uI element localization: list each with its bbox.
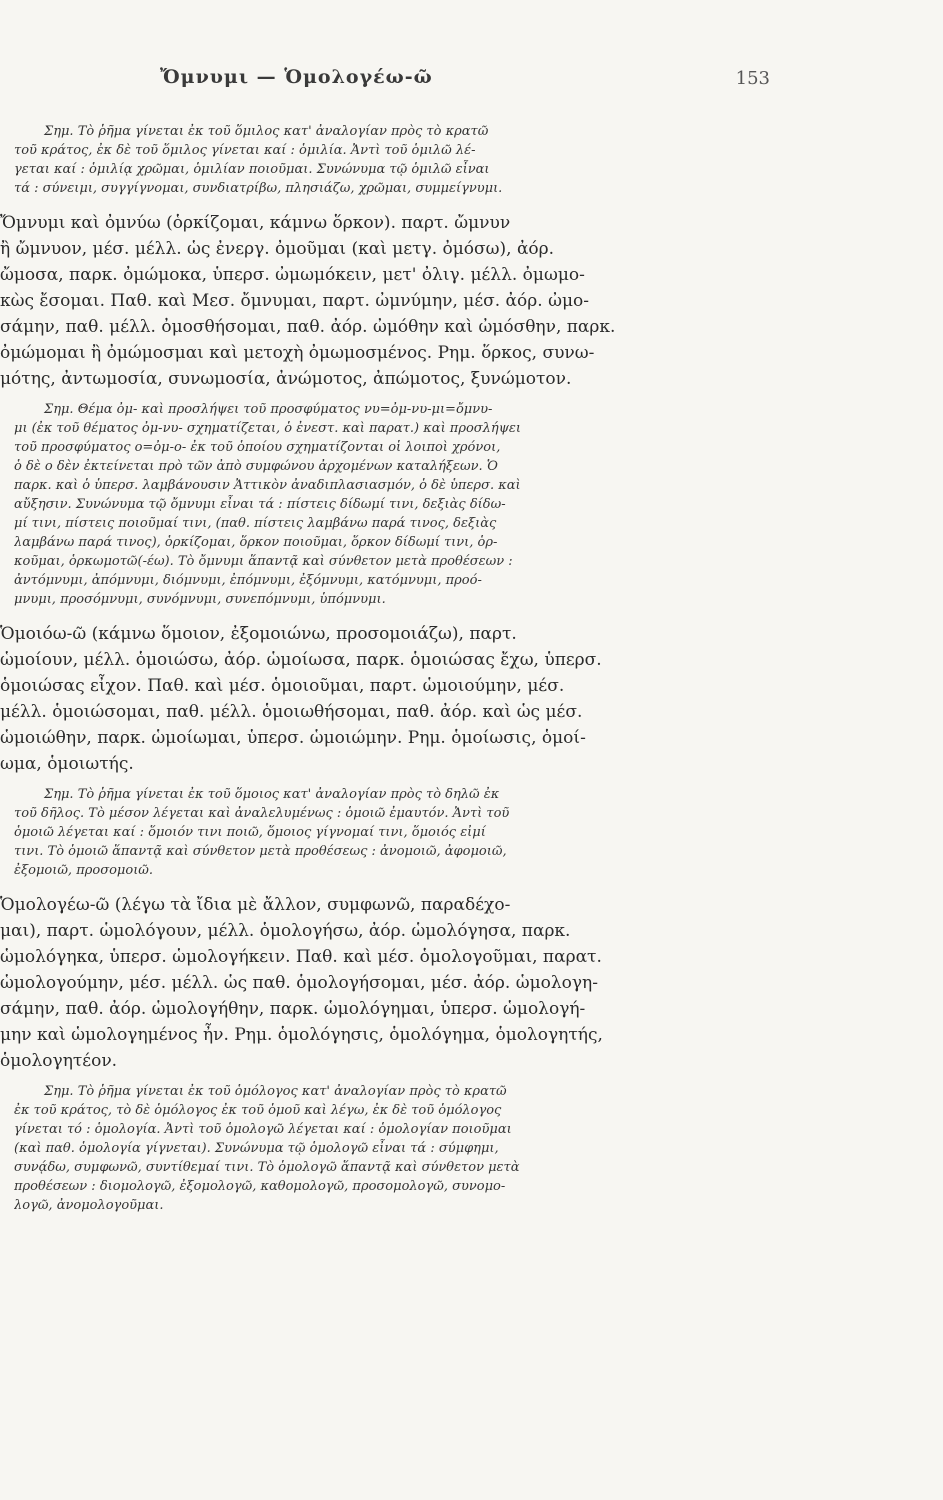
note-line: Σημ. Θέμα ὀμ- καὶ προσλήψει τοῦ προσφύματος νυ=ὀμ-νυ-μι=ὄμνυ-: [44, 402, 493, 417]
note-line: λαμβάνω παρά τινος), ὁρκίζομαι, ὅρκον ποιοῦμαι, ὅρκον δίδωμί τινι, ὁρ-: [14, 535, 498, 550]
note-line: γίνεται τό : ὁμολογία. Ἀντὶ τοῦ ὁμολογῶ λέγεται καί : ὁμολογίαν ποιοῦμαι: [14, 1122, 512, 1137]
entry-line: ωμα, ὁμοιωτής.: [0, 754, 134, 774]
page-header: [160, 66, 770, 102]
note-line: μι (ἐκ τοῦ θέματος ὀμ-νυ- σχηματίζεται, ὁ ἐνεστ. καὶ παρατ.) καὶ προσλήψει: [14, 421, 521, 436]
note-line: συνᾴδω, συμφωνῶ, συντίθεμαί τινι. Τὸ ὁμολογῶ ἅπαντᾷ καὶ σύνθετον μετὰ: [14, 1160, 520, 1175]
note-line: αὔξησιν. Συνώνυμα τῷ ὄμνυμι εἶναι τά : πίστεις δίδωμί τινι, δεξιὰς δίδω-: [14, 497, 506, 512]
note-line: Σημ. Τὸ ῥῆμα γίνεται ἐκ τοῦ ὅμοιος κατ' ἀναλογίαν πρὸς τὸ δηλῶ ἐκ: [44, 787, 500, 802]
entry-line: ὡμολόγηκα, ὑπερσ. ὡμολογήκειν. Παθ. καὶ μέσ. ὁμολογοῦμαι, παρατ.: [0, 947, 602, 967]
note-line: ὁ δὲ ο δὲν ἐκτείνεται πρὸ τῶν ἀπὸ συμφώνου ἀρχομένων καταλήξεων. Ὁ: [14, 459, 498, 474]
note-line: τοῦ κράτος, ἐκ δὲ τοῦ ὅμιλος γίνεται καί : ὁμιλία. Ἀντὶ τοῦ ὁμιλῶ λέ-: [14, 143, 476, 158]
entry-note: [0, 122, 780, 198]
note-line: τοῦ προσφύματος ο=ὀμ-ο- ἐκ τοῦ ὁποίου σχηματίζονται οἱ λοιποὶ χρόνοι,: [14, 440, 501, 455]
page-body: [0, 118, 780, 1225]
entry-note: [0, 400, 780, 609]
note-line: ἀντόμνυμι, ἀπόμνυμι, διόμνυμι, ἐπόμνυμι, ἐξόμνυμι, κατόμνυμι, προό-: [14, 573, 482, 588]
dictionary-entry: [0, 210, 780, 392]
dictionary-entry: [0, 621, 780, 777]
note-line: τά : σύνειμι, συγγίγνομαι, συνδιατρίβω, πλησιάζω, χρῶμαι, συμμείγνυμι.: [14, 181, 503, 196]
note-line: τοῦ δῆλος. Τὸ μέσον λέγεται καὶ ἀναλελυμένως : ὁμοιῶ ἐμαυτόν. Ἀντὶ τοῦ: [14, 806, 510, 821]
entry-line: μαι), παρτ. ὡμολόγουν, μέλλ. ὁμολογήσω, ἀόρ. ὡμολόγησα, παρκ.: [0, 921, 571, 941]
entry-line: ὡμοιώθην, παρκ. ὡμοίωμαι, ὑπερσ. ὡμοιώμην. Ρημ. ὁμοίωσις, ὁμοί-: [0, 728, 586, 748]
page-number: 153: [735, 68, 770, 89]
entry-line: ἢ ὤμνυον, μέσ. μέλλ. ὡς ἐνεργ. ὀμοῦμαι (καὶ μετγ. ὀμόσω), ἀόρ.: [0, 239, 555, 259]
entry-line: Ὁμολογέω-ῶ (λέγω τὰ ἴδια μὲ ἄλλον, συμφωνῶ, παραδέχο-: [0, 895, 511, 915]
entry-note: [0, 1082, 780, 1215]
dictionary-entry: [0, 892, 780, 1074]
entry-line: σάμην, παθ. μέλλ. ὀμοσθήσομαι, παθ. ἀόρ. ὠμόθην καὶ ὠμόσθην, παρκ.: [0, 317, 616, 337]
entry-line: ὁμοιώσας εἶχον. Παθ. καὶ μέσ. ὁμοιοῦμαι, παρτ. ὡμοιούμην, μέσ.: [0, 676, 565, 696]
note-line: παρκ. καὶ ὁ ὑπερσ. λαμβάνουσιν Ἀττικὸν ἀναδιπλασιασμόν, ὁ δὲ ὑπερσ. καὶ: [14, 478, 521, 493]
note-line: μί τινι, πίστεις ποιοῦμαί τινι, (παθ. πίστεις λαμβάνω παρά τινος, δεξιὰς: [14, 516, 497, 531]
entry-note: [0, 785, 780, 880]
entry-line: ὡμολογούμην, μέσ. μέλλ. ὡς παθ. ὁμολογήσομαι, μέσ. ἀόρ. ὡμολογη-: [0, 973, 598, 993]
entry-line: μέλλ. ὁμοιώσομαι, παθ. μέλλ. ὁμοιωθήσομαι, παθ. ἀόρ. καὶ ὡς μέσ.: [0, 702, 583, 722]
entry-line: Ὄμνυμι καὶ ὀμνύω (ὁρκίζομαι, κάμνω ὅρκον). παρτ. ὤμνυν: [0, 213, 511, 233]
note-line: ὁμοιῶ λέγεται καί : ὅμοιόν τινι ποιῶ, ὅμοιος γίγνομαί τινι, ὅμοιός εἰμί: [14, 825, 486, 840]
entry-line: ὁμολογητέον.: [0, 1051, 118, 1071]
note-line: γεται καί : ὁμιλίᾳ χρῶμαι, ὁμιλίαν ποιοῦμαι. Συνώνυμα τῷ ὁμιλῶ εἶναι: [14, 162, 490, 177]
note-line: Σημ. Τὸ ῥῆμα γίνεται ἐκ τοῦ ὁμόλογος κατ' ἀναλογίαν πρὸς τὸ κρατῶ: [44, 1084, 507, 1099]
note-line: κοῦμαι, ὁρκωμοτῶ(-έω). Τὸ ὄμνυμι ἅπαντᾷ καὶ σύνθετον μετὰ προθέσεων :: [14, 554, 513, 569]
entry-line: μην καὶ ὡμολογημένος ἦν. Ρημ. ὁμολόγησις, ὁμολόγημα, ὁμολογητής,: [0, 1025, 603, 1045]
note-line: μνυμι, προσόμνυμι, συνόμνυμι, συνεπόμνυμι, ὑπόμνυμι.: [14, 592, 386, 607]
entry-line: ὡμοίουν, μέλλ. ὁμοιώσω, ἀόρ. ὡμοίωσα, παρκ. ὁμοιώσας ἔχω, ὑπερσ.: [0, 650, 602, 670]
note-line: (καὶ παθ. ὁμολογία γίγνεται). Συνώνυμα τῷ ὁμολογῶ εἶναι τά : σύμφημι,: [14, 1141, 499, 1156]
entry-line: Ὁμοιόω-ῶ (κάμνω ὅμοιον, ἐξομοιώνω, προσομοιάζω), παρτ.: [0, 624, 517, 644]
entry-line: σάμην, παθ. ἀόρ. ὡμολογήθην, παρκ. ὡμολόγημαι, ὑπερσ. ὡμολογή-: [0, 999, 586, 1019]
entry-line: ὤμοσα, παρκ. ὀμώμοκα, ὑπερσ. ὠμωμόκειν, μετ' ὀλιγ. μέλλ. ὀμωμο-: [0, 265, 585, 285]
entry-line: μότης, ἀντωμοσία, συνωμοσία, ἀνώμοτος, ἀπώμοτος, ξυνώμοτον.: [0, 369, 572, 389]
entry-line: κὼς ἔσομαι. Παθ. καὶ Μεσ. ὄμνυμαι, παρτ. ὠμνύμην, μέσ. ἀόρ. ὠμο-: [0, 291, 589, 311]
entry-line: ὀμώμομαι ἢ ὀμώμοσμαι καὶ μετοχὴ ὀμωμοσμένος. Ρημ. ὅρκος, συνω-: [0, 343, 595, 363]
running-head: Ὄμνυμι — Ὁμολογέω-ῶ: [160, 66, 433, 88]
note-line: τινι. Τὸ ὁμοιῶ ἅπαντᾷ καὶ σύνθετον μετὰ προθέσεως : ἀνομοιῶ, ἀφομοιῶ,: [14, 844, 507, 859]
note-line: λογῶ, ἀνομολογοῦμαι.: [14, 1198, 164, 1213]
note-line: προθέσεων : διομολογῶ, ἐξομολογῶ, καθομολογῶ, προσομολογῶ, συνομο-: [14, 1179, 506, 1194]
note-line: ἐκ τοῦ κράτος, τὸ δὲ ὁμόλογος ἐκ τοῦ ὁμοῦ καὶ λέγω, ἐκ δὲ τοῦ ὁμόλογος: [14, 1103, 502, 1118]
note-line: Σημ. Τὸ ῥῆμα γίνεται ἐκ τοῦ ὅμιλος κατ' ἀναλογίαν πρὸς τὸ κρατῶ: [44, 124, 489, 139]
note-line: ἐξομοιῶ, προσομοιῶ.: [14, 863, 154, 878]
